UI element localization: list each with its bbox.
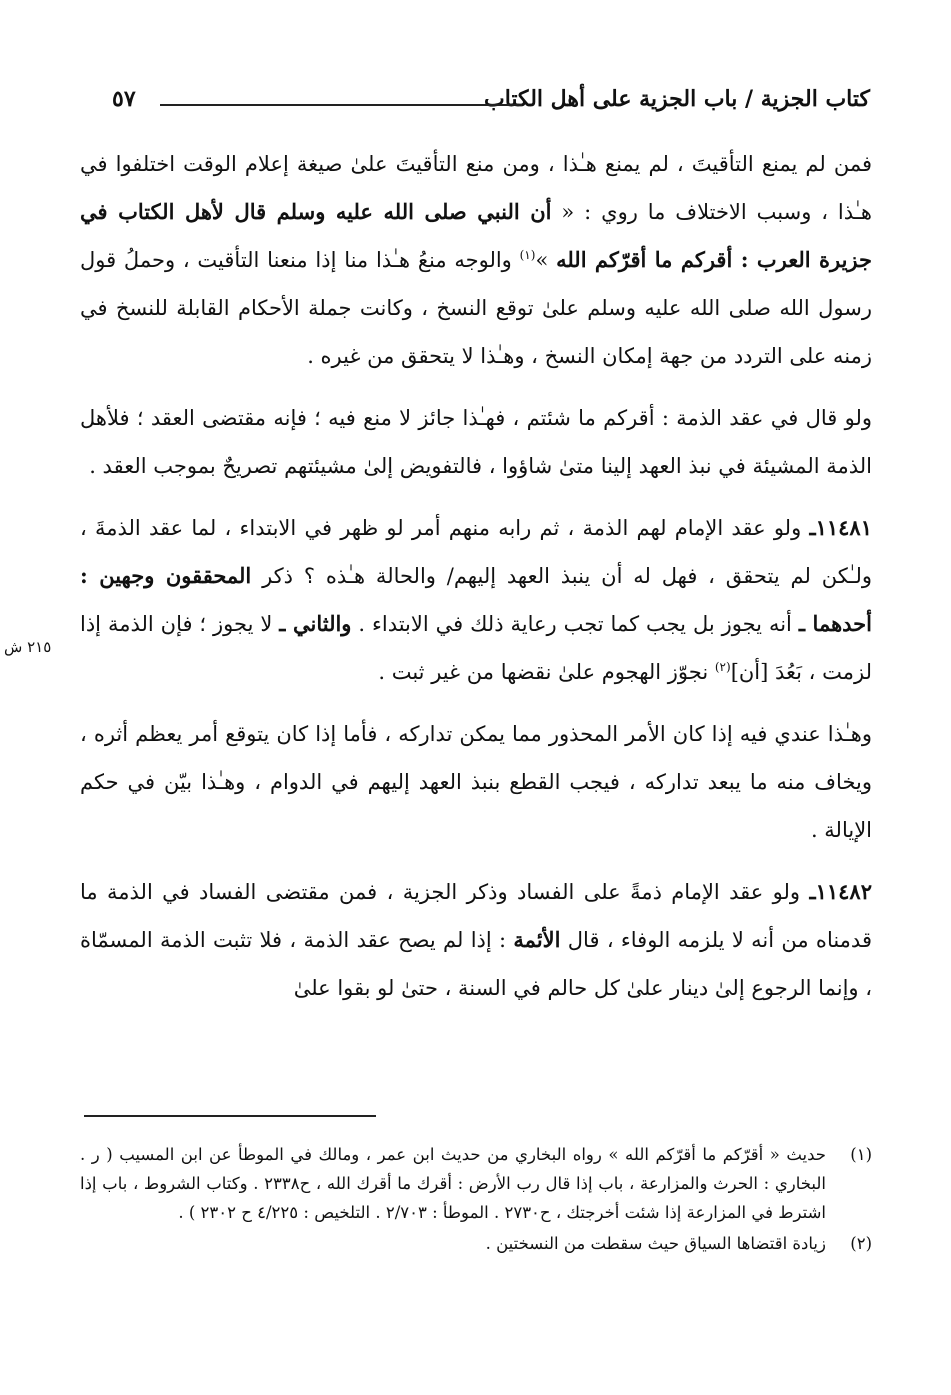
text-segment: فمن لم يمنع التأقيتَ ، لم يمنع هـٰذا ، ومن منع التأقيتَ علىٰ صيغة إعلام الوقت اختلفوا في هـٰذا ، وسبب الاختلاف ما روي : « xyxy=(80,152,873,224)
footnote-text: زيادة اقتضاها السياق حيث سقطت من النسختين . xyxy=(485,1234,826,1253)
footnotes xyxy=(80,1140,872,1260)
text-segment: : إذا لم يصح عقد الذمة ، فلا تثبت الذمة المسمّاة ، وإنما الرجوع إلىٰ دينار علىٰ كل حالم في السنة ، حتىٰ لو بقوا علىٰ xyxy=(80,928,872,1000)
text-segment: ولو عقد الإمام ذمةً على الفساد وذكر الجزية ، فمن مقتضى الفساد في الذمة ما قدمناه من أنه لا يلزمه الوفاء ، قال xyxy=(80,880,872,952)
paragraph-5 xyxy=(80,868,872,1012)
issue-number: ١١٤٨١ـ xyxy=(809,515,872,540)
margin-manuscript-folio: ٢١٥ ش xyxy=(4,638,52,656)
text-segment: لا يجوز ؛ فإن الذمة إذا لزمت ، بَعُدَ [أن] xyxy=(80,612,872,684)
footnote-1 xyxy=(80,1140,872,1227)
bold-term: والثاني ـ xyxy=(279,611,352,636)
bold-term: الأئمة xyxy=(513,927,561,952)
hadith-quote: أن النبي صلى الله عليه وسلم قال لأهل الكتاب في جزيرة العرب : أقركم ما أقرّكم الله xyxy=(80,199,872,272)
paragraph-4: وهـٰذا عندي فيه إذا كان الأمر المحذور مما يمكن تداركه ، فأما إذا كان يتوقع أمر يعظم أثره ، ويخاف منه ما يبعد تداركه ، فيجب القطع بنبذ العهد إليهم في الدوام ، وهـٰذا بيّن في حكم الإيالة . xyxy=(80,722,872,842)
page-header xyxy=(88,84,870,124)
paragraph-1 xyxy=(80,140,872,380)
header-rule xyxy=(160,104,522,106)
text-segment: ولو عقد الإمام لهم الذمة ، ثم رابه منهم أمر لو ظهر في الابتداء ، لما عقد الذمةَ ، ولـٰكن لم يتحقق ، فهل له أن ينبذ العهد إليهم/ والحالة هـٰذه ؟ ذكر xyxy=(80,516,872,588)
footnote-ref-2: (٢) xyxy=(714,660,731,674)
running-title: كتاب الجزية / باب الجزية على أهل الكتاب xyxy=(484,86,870,112)
footnote-text: حديث « أقرّكم ما أقرّكم الله » رواه البخاري من حديث ابن عمر ، ومالك في الموطأ عن ابن المسيب ( ر . البخاري : الحرث والمزارعة ، باب إذا قال رب الأرض : أقرك ما أقرك الله ، ح٢٣٣٨ . وكتاب الشروط ، باب إذا اشترط في المزارعة إذا شئت أخرجتك ، ح٢٧٣٠ . الموطأ : ٢/٧٠٣ . التلخيص : ٤/٢٢٥ ح ٢٣٠٢ ) . xyxy=(80,1145,827,1222)
footnote-marker: (٢) xyxy=(850,1234,872,1253)
footnote-separator xyxy=(84,1115,376,1117)
footnote-ref-1: (١) xyxy=(519,248,536,262)
main-text xyxy=(80,140,872,1026)
paragraph-2: ولو قال في عقد الذمة : أقركم ما شئتم ، فهـٰذا جائز لا منع فيه ؛ فإنه مقتضى العقد ؛ فلأهل الذمة المشيئة في نبذ العهد إلينا متىٰ شاؤوا ، فالتفويض إلىٰ مشيئتهم تصريحٌ بموجب العقد . xyxy=(80,406,872,478)
text-segment: » xyxy=(535,248,557,272)
page-number: ٥٧ xyxy=(112,86,136,112)
issue-number: ١١٤٨٢ـ xyxy=(809,879,872,904)
text-segment: نجوّز الهجوم علىٰ نقضها من غير ثبت . xyxy=(378,660,715,684)
bold-term: المحققون وجهين : أحدهما ـ xyxy=(80,563,872,636)
text-segment: أنه يجوز بل يجب كما تجب رعاية ذلك في الابتداء . xyxy=(351,612,799,636)
text-segment: والوجه منعُ هـٰذا منا إذا منعنا التأقيت ، وحملُ قول رسول الله صلى الله عليه وسلم علىٰ توقع النسخ ، وكانت جملة الأحكام القابلة للنسخ في زمنه على التردد من جهة إمكان النسخ ، وهـٰذا لا يتحقق من غيره . xyxy=(80,248,872,368)
footnote-marker: (١) xyxy=(850,1145,872,1164)
footnote-2 xyxy=(80,1229,872,1258)
paragraph-3 xyxy=(80,504,872,696)
